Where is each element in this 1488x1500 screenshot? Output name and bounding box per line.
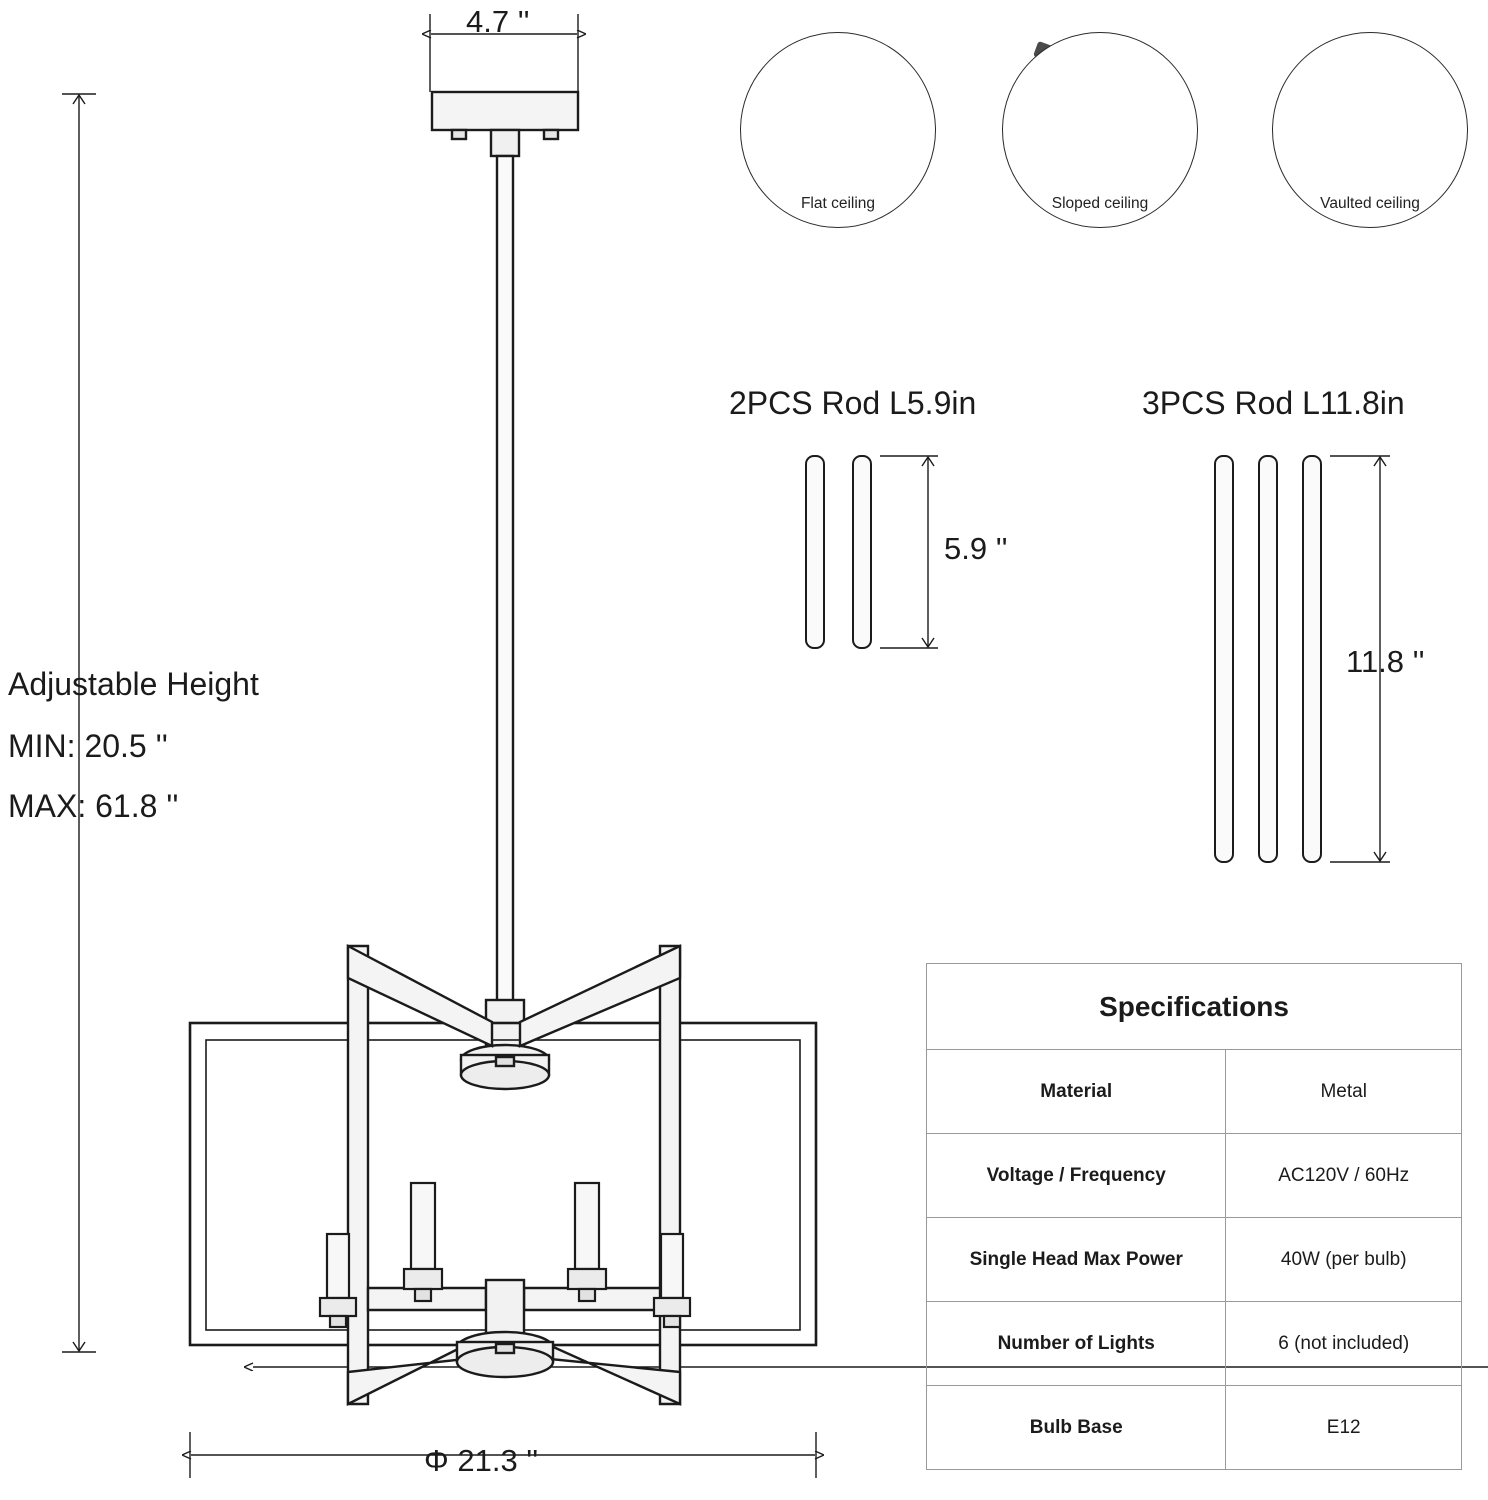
ceiling-type-flat — [740, 32, 936, 228]
ceiling-type-vaulted — [1272, 32, 1468, 228]
ceiling-type-vaulted-label: Vaulted ceiling — [1320, 195, 1420, 212]
spec-value-bulb-base: E12 — [1226, 1386, 1462, 1470]
spec-key-voltage: Voltage / Frequency — [927, 1134, 1226, 1218]
spec-value-number-of-lights: 6 (not included) — [1226, 1302, 1462, 1386]
max-height-label: MAX: 61.8 '' — [8, 788, 179, 824]
adjustable-height-title: Adjustable Height — [8, 666, 259, 702]
table-row — [927, 1050, 1462, 1134]
rod-group-b-dimension: 11.8 '' — [1346, 644, 1425, 679]
specifications-title: Specifications — [927, 964, 1462, 1050]
canopy-width-label: 4.7 '' — [466, 4, 530, 39]
spec-value-material: Metal — [1226, 1050, 1462, 1134]
ceiling-type-flat-label: Flat ceiling — [800, 195, 876, 212]
rod-group-b-title: 3PCS Rod L11.8in — [1142, 385, 1405, 421]
table-row — [927, 1134, 1462, 1218]
spec-value-max-power: 40W (per bulb) — [1226, 1218, 1462, 1302]
table-row — [927, 1386, 1462, 1470]
spec-key-max-power: Single Head Max Power — [927, 1218, 1226, 1302]
min-height-label: MIN: 20.5 '' — [8, 728, 168, 764]
table-header-row — [927, 964, 1462, 1050]
rod-group-a-title: 2PCS Rod L5.9in — [729, 385, 977, 421]
spec-value-voltage: AC120V / 60Hz — [1226, 1134, 1462, 1218]
ceiling-type-sloped — [1002, 32, 1198, 228]
table-row — [927, 1218, 1462, 1302]
specifications-table — [926, 963, 1462, 1470]
rod-group-5-9in — [806, 456, 938, 648]
ceiling-type-sloped-label: Sloped ceiling — [1051, 195, 1149, 212]
chandelier-illustration — [190, 92, 816, 1404]
rod-group-a-dimension: 5.9 '' — [944, 531, 1008, 566]
diameter-label: Φ 21.3 '' — [424, 1443, 539, 1478]
table-row — [927, 1302, 1462, 1386]
spec-key-bulb-base: Bulb Base — [927, 1386, 1226, 1470]
spec-key-material: Material — [927, 1050, 1226, 1134]
spec-key-number-of-lights: Number of Lights — [927, 1302, 1226, 1386]
